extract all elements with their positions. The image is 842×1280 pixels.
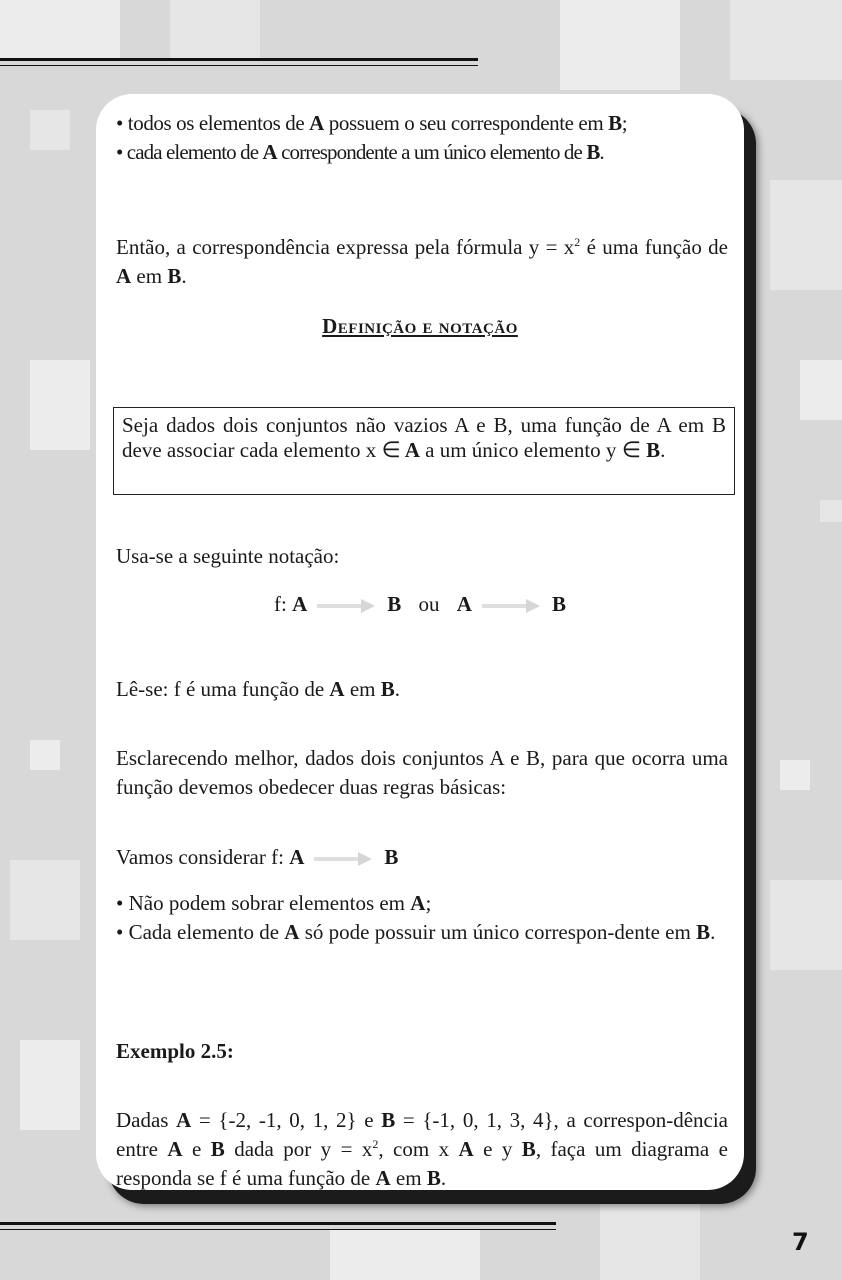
set-b: B: [586, 140, 600, 164]
set-a: A: [410, 891, 426, 915]
top-rule: [0, 58, 478, 61]
background-square: [170, 0, 260, 60]
background-square: [800, 360, 842, 420]
text: .: [599, 140, 604, 164]
set-a: A: [375, 1166, 391, 1190]
example-title: [116, 1037, 728, 1066]
set-b: B: [210, 1137, 225, 1161]
notation-intro: Usa-se a seguinte notação:: [116, 544, 340, 568]
text: correspondente a um único elemento de: [276, 140, 587, 164]
function-name: f:: [274, 592, 293, 616]
intro-bullet: [116, 138, 728, 167]
set-a: A: [292, 592, 308, 616]
text: • Cada elemento de: [116, 920, 285, 944]
background-square: [560, 0, 680, 90]
text: .: [710, 920, 716, 944]
text: em: [390, 1166, 427, 1190]
background-square: [780, 760, 810, 790]
text: Então, a correspondência expressa pela fórmula y = x: [116, 235, 575, 259]
top-rule-thin: [0, 65, 478, 66]
page-number: 7: [792, 1228, 809, 1256]
superscript: 2: [574, 235, 581, 249]
text: ;: [621, 111, 628, 135]
text: , faça um diagrama e responda se f é uma função de: [116, 1137, 728, 1190]
text: • Não podem sobrar elementos em: [116, 891, 411, 915]
background-square: [600, 1200, 700, 1280]
intro-bullet: [116, 109, 728, 138]
set-b: B: [426, 1166, 441, 1190]
text: .: [394, 677, 400, 701]
text: .: [440, 1166, 447, 1190]
set-a: A: [289, 845, 305, 869]
example-title-text: Exemplo 2.5:: [116, 1039, 234, 1063]
text: .: [660, 438, 666, 462]
element-of-symbol: ∈: [381, 438, 401, 463]
text: ;: [425, 891, 432, 915]
set-b: B: [381, 1108, 396, 1132]
set-a: A: [309, 111, 324, 135]
set-a: A: [329, 677, 345, 701]
rules-list: [116, 889, 728, 947]
background-square: [20, 1040, 80, 1130]
set-a: A: [167, 1137, 183, 1161]
text: em: [344, 677, 381, 701]
set-b: B: [521, 1137, 536, 1161]
set-b: B: [551, 592, 566, 616]
background-square: [770, 180, 842, 290]
arrow-icon: [482, 602, 542, 610]
text: Dadas: [116, 1108, 177, 1132]
element-of-symbol: ∈: [621, 438, 641, 463]
text: e y: [473, 1137, 522, 1161]
text: em: [131, 264, 168, 288]
background-square: [30, 110, 70, 150]
text: e: [182, 1137, 211, 1161]
set-b: B: [608, 111, 622, 135]
text: .: [181, 264, 187, 288]
set-a: A: [456, 592, 472, 616]
background-square: [770, 880, 842, 970]
background-square: [330, 1230, 480, 1280]
superscript: 2: [372, 1137, 379, 1151]
text: Seja dados dois conjuntos não vazios A e B, uma função de A em B deve associar cada elemento x: [122, 413, 726, 462]
bottom-rule: [0, 1222, 556, 1225]
set-b: B: [696, 920, 711, 944]
arrow-icon: [314, 855, 374, 863]
set-a: A: [262, 140, 277, 164]
conclusion-paragraph: [116, 233, 728, 291]
text: Lê-se: f é uma função de: [116, 677, 330, 701]
set-b: B: [167, 264, 182, 288]
section-heading: Definição e notação: [322, 314, 518, 338]
reading-line: [116, 675, 728, 704]
or-word: ou: [418, 592, 440, 616]
background-square: [0, 0, 120, 60]
background-square: [30, 740, 60, 770]
set-a: A: [458, 1137, 474, 1161]
text: • todos os elementos de: [116, 111, 310, 135]
notation-line: [96, 590, 744, 619]
background-square: [730, 0, 842, 80]
text: , com x: [378, 1137, 459, 1161]
text: é uma função de: [580, 235, 728, 259]
set-a: A: [284, 920, 300, 944]
text: • cada elemento de: [116, 140, 263, 164]
set-a: A: [116, 264, 132, 288]
background-square: [10, 860, 80, 940]
arrow-icon: [317, 602, 377, 610]
clarify-paragraph: Esclarecendo melhor, dados dois conjuntos A e B, para que ocorra uma função devemos obedecer duas regras básicas:: [116, 746, 728, 799]
consider-line: [116, 843, 728, 872]
set-b: B: [380, 677, 395, 701]
set-b: B: [384, 845, 399, 869]
intro-bullets: [116, 109, 728, 167]
rule-item: [116, 889, 728, 918]
example-paragraph: [116, 1106, 728, 1193]
background-square: [30, 360, 90, 450]
text: Vamos considerar f:: [116, 845, 290, 869]
set-b: B: [387, 592, 402, 616]
text: dada por y = x: [224, 1137, 373, 1161]
set-b: B: [640, 438, 661, 462]
set-a: A: [176, 1108, 192, 1132]
background-square: [820, 500, 842, 522]
text: = {-2, -1, 0, 1, 2} e: [191, 1108, 382, 1132]
text: a um único elemento y: [419, 438, 622, 462]
rule-item: [116, 918, 728, 947]
text: possuem o seu correspondente em: [323, 111, 609, 135]
set-a: A: [400, 438, 420, 462]
text: só pode possuir um único correspon-dente em: [299, 920, 697, 944]
text: = {-1, 0, 1, 3, 4}, a correspon-dência entre: [116, 1108, 728, 1161]
definition-box: [113, 407, 735, 495]
bottom-rule-thin: [0, 1229, 556, 1230]
